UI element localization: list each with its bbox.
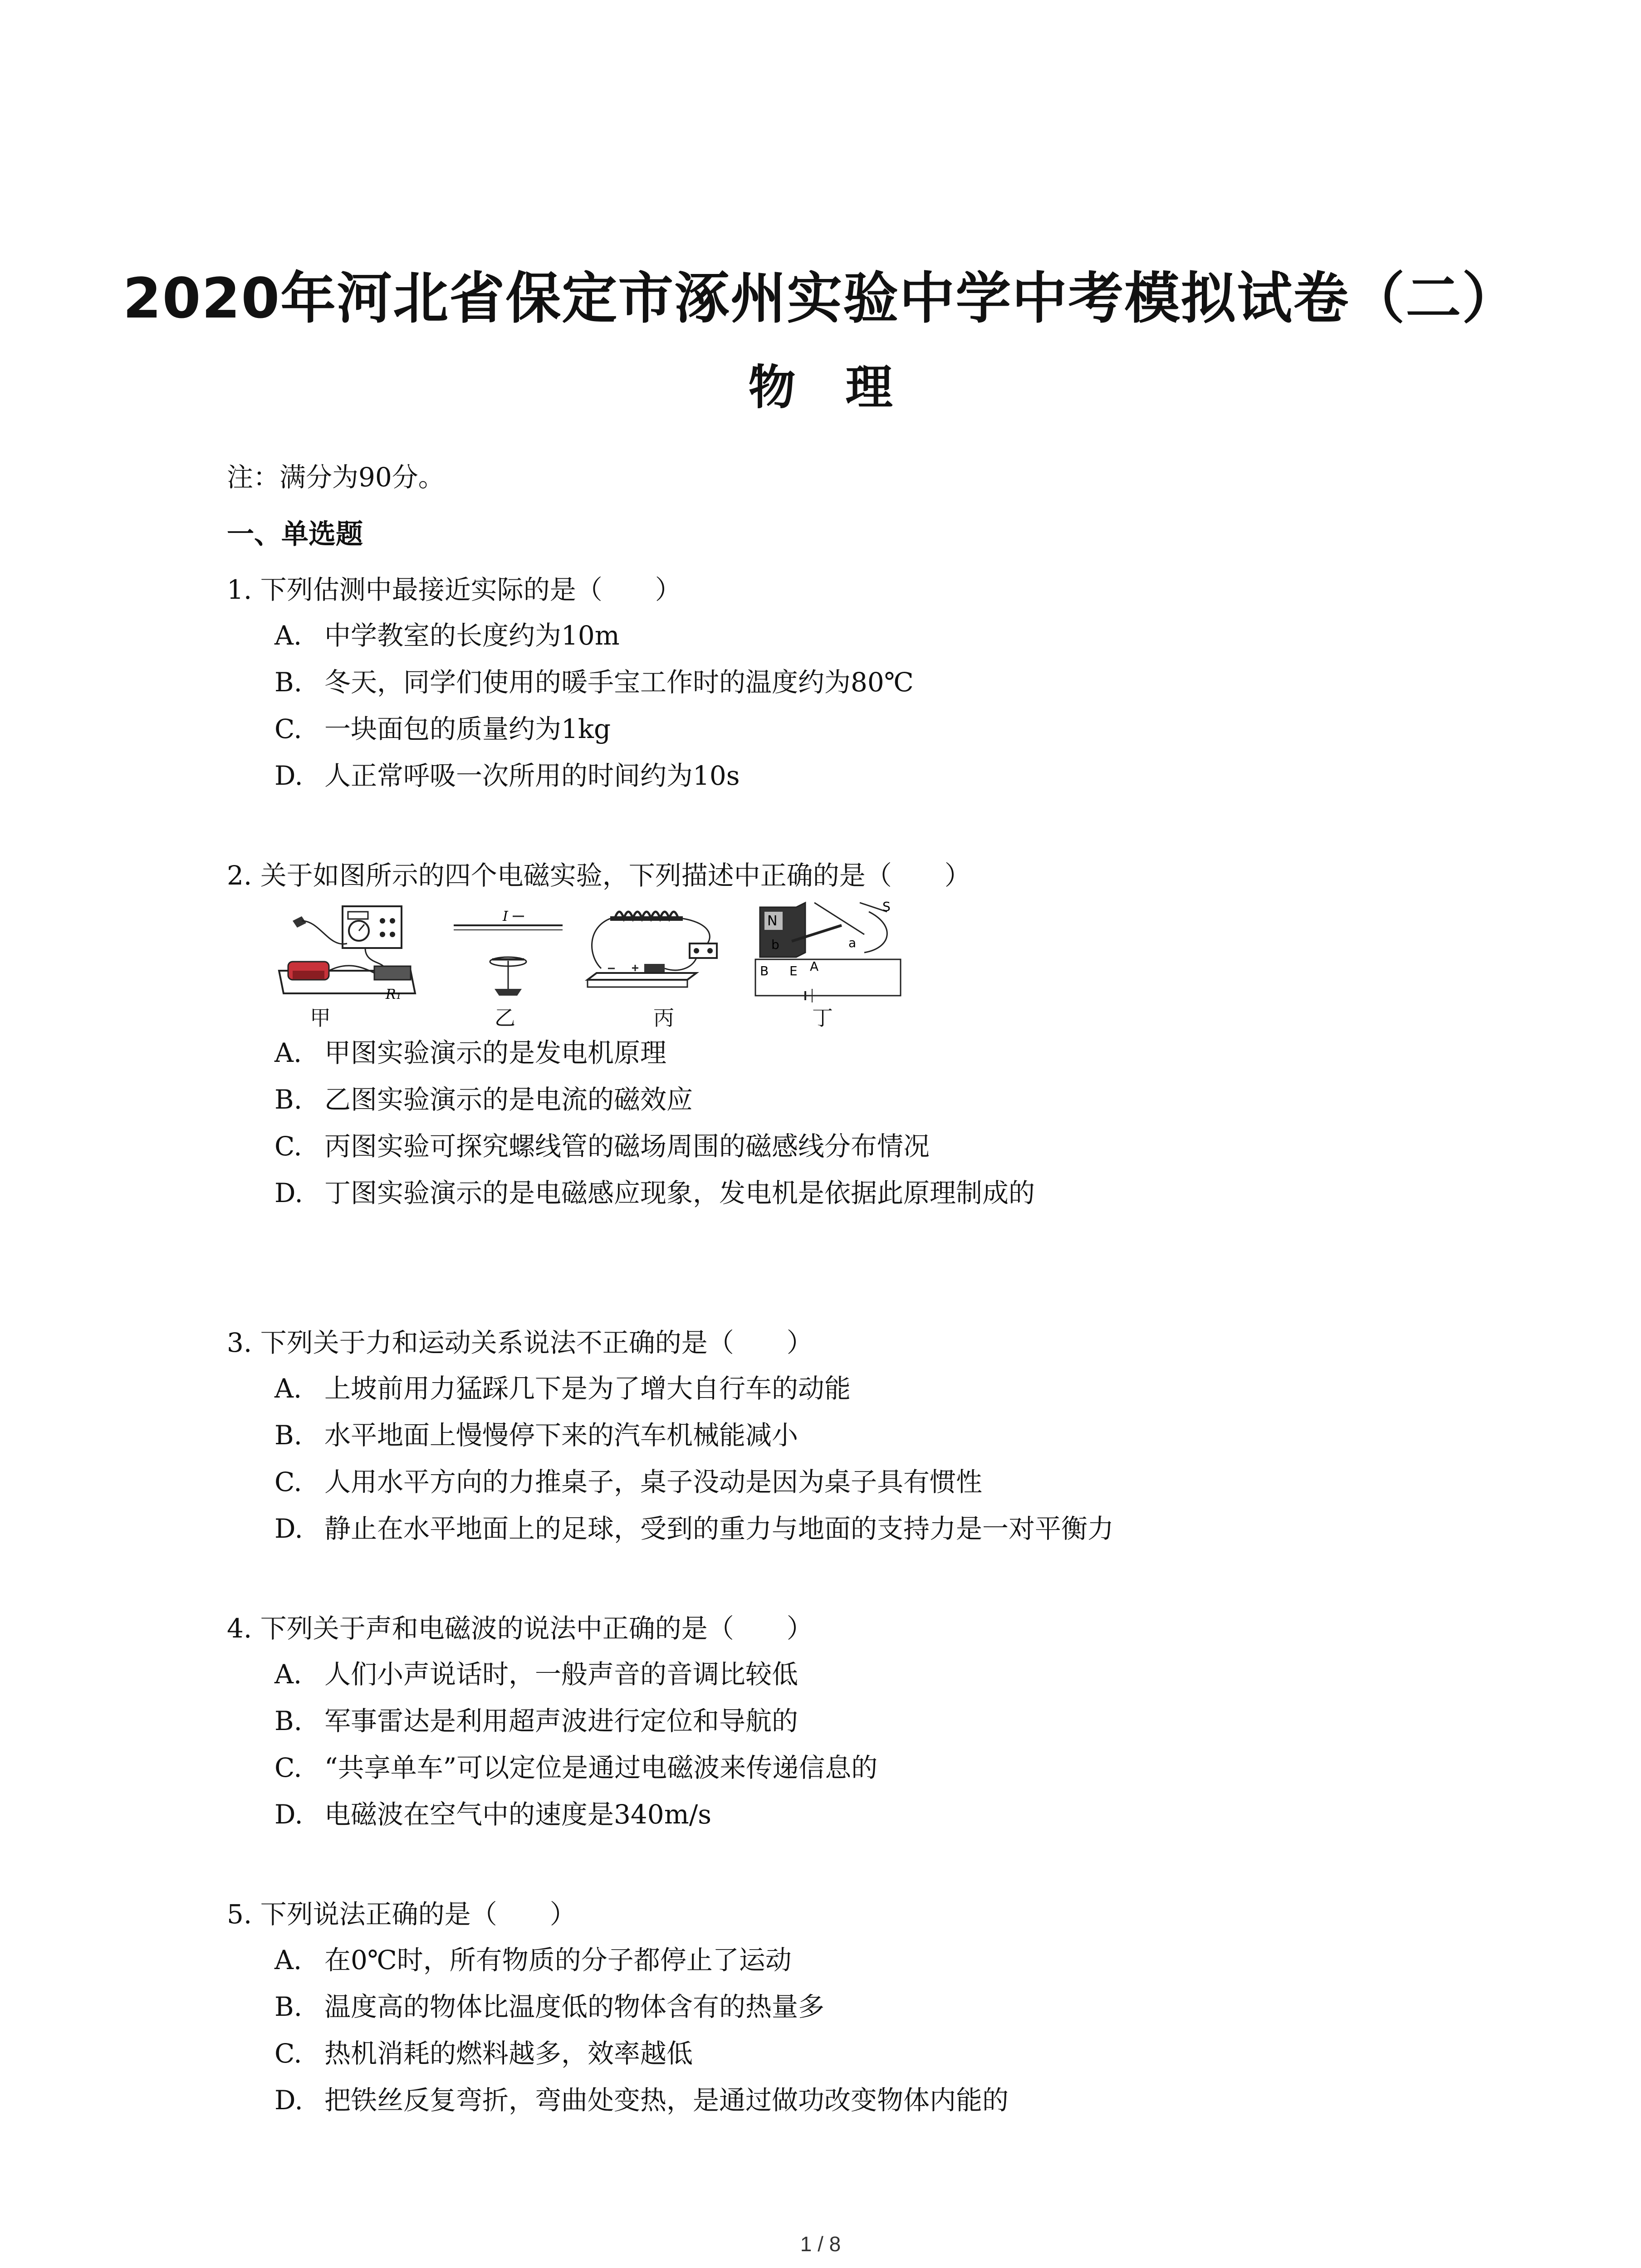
north-pole-label: N: [767, 913, 778, 929]
figure-yi: [449, 907, 567, 998]
figure-label-bing: 丙: [653, 1006, 674, 1030]
option-letter: B.: [274, 1991, 303, 2022]
point-A-label: A: [810, 959, 819, 974]
option-b[interactable]: [227, 1984, 1009, 2030]
question-stem: 2. 关于如图所示的四个电磁实验，下列描述中正确的是（ ）: [227, 860, 971, 891]
figure-label-jia: 甲: [310, 1006, 331, 1030]
option-text: 人正常呼吸一次所用的时间约为10s: [324, 760, 740, 791]
figure-label-yi: 乙: [495, 1006, 515, 1030]
point-b-label: b: [771, 937, 779, 952]
question-5: [227, 1892, 1009, 2124]
option-text: 丁图实验演示的是电磁感应现象，发电机是依据此原理制成的: [324, 1178, 1035, 1208]
switch-label: S: [882, 899, 891, 914]
option-letter: C.: [274, 1752, 302, 1783]
option-letter: A.: [274, 1373, 302, 1404]
option-letter: B.: [274, 1706, 303, 1736]
figure-jia: [274, 903, 424, 1002]
r1-label: R₁: [386, 987, 402, 1002]
option-letter: D.: [274, 1513, 303, 1544]
option-letter: B.: [274, 1084, 303, 1115]
option-letter: D.: [274, 2085, 303, 2116]
option-a[interactable]: [227, 1937, 1009, 1984]
option-b[interactable]: [227, 1412, 1114, 1459]
figure-ding: [751, 898, 905, 1002]
figure-bing: [583, 900, 724, 1002]
option-letter: C.: [274, 1466, 302, 1497]
subject-heading: 物理: [748, 360, 943, 415]
question-stem: 3. 下列关于力和运动关系说法不正确的是（ ）: [227, 1327, 813, 1358]
question-4: [227, 1606, 877, 1838]
option-c[interactable]: [227, 1745, 877, 1791]
option-letter: C.: [274, 1131, 302, 1162]
option-letter: D.: [274, 760, 303, 791]
question-stem: 4. 下列关于声和电磁波的说法中正确的是（ ）: [227, 1613, 813, 1644]
question-1: [227, 567, 914, 799]
option-d[interactable]: [227, 1170, 1035, 1217]
point-B-label: B: [760, 963, 769, 978]
option-a[interactable]: [227, 1030, 1035, 1076]
option-letter: A.: [274, 1945, 302, 1975]
option-text: 人们小声说话时，一般声音的音调比较低: [324, 1659, 798, 1690]
option-letter: C.: [274, 2038, 302, 2069]
option-a[interactable]: [227, 1365, 1114, 1412]
option-d[interactable]: [227, 1505, 1114, 1552]
option-a[interactable]: [227, 612, 914, 659]
option-letter: B.: [274, 667, 303, 698]
option-d[interactable]: [227, 1791, 877, 1838]
option-text: 丙图实验可探究螺线管的磁场周围的磁感线分布情况: [324, 1131, 930, 1162]
experiment-figures: [270, 898, 950, 1030]
option-text: 电磁波在空气中的速度是340m/s: [324, 1799, 712, 1830]
option-text: 温度高的物体比温度低的物体含有的热量多: [324, 1991, 825, 2022]
option-c[interactable]: [227, 1459, 1114, 1505]
option-letter: A.: [274, 1659, 302, 1690]
page-number: 1 / 8: [800, 2232, 841, 2256]
question-stem: 1. 下列估测中最接近实际的是（ ）: [227, 574, 681, 605]
option-text: 在0℃时，所有物质的分子都停止了运动: [324, 1945, 792, 1975]
point-E-label: E: [789, 963, 798, 978]
option-text: 人用水平方向的力推桌子，桌子没动是因为桌子具有惯性: [324, 1466, 983, 1497]
option-letter: C.: [274, 714, 302, 744]
option-text: 把铁丝反复弯折，弯曲处变热，是通过做功改变物体内能的: [324, 2085, 1009, 2116]
option-text: 热机消耗的燃料越多，效率越低: [324, 2038, 693, 2069]
option-c[interactable]: [227, 2030, 1009, 2077]
section-heading: 一、单选题: [227, 518, 363, 550]
option-text: 一块面包的质量约为1kg: [324, 714, 611, 744]
question-3: [227, 1320, 1114, 1552]
score-note: 注：满分为90分。: [227, 462, 445, 493]
option-text: 甲图实验演示的是发电机原理: [324, 1037, 667, 1068]
option-c[interactable]: [227, 706, 914, 753]
question-stem: 5. 下列说法正确的是（ ）: [227, 1899, 576, 1930]
option-d[interactable]: [227, 753, 914, 799]
exam-title: 2020年河北省保定市涿州实验中学中考模拟试卷（二）: [122, 266, 1519, 331]
option-text: 水平地面上慢慢停下来的汽车机械能减小: [324, 1420, 798, 1451]
option-a[interactable]: [227, 1651, 877, 1698]
option-text: 上坡前用力猛踩几下是为了增大自行车的动能: [324, 1373, 851, 1404]
option-letter: D.: [274, 1799, 303, 1830]
option-b[interactable]: [227, 659, 914, 706]
option-text: “共享单车”可以定位是通过电磁波来传递信息的: [324, 1752, 878, 1783]
question-2: [227, 853, 1035, 1217]
option-text: 中学教室的长度约为10m: [324, 620, 620, 651]
option-text: 冬天，同学们使用的暖手宝工作时的温度约为80℃: [324, 667, 914, 698]
option-letter: A.: [274, 620, 302, 651]
option-text: 静止在水平地面上的足球，受到的重力与地面的支持力是一对平衡力: [324, 1513, 1114, 1544]
option-d[interactable]: [227, 2077, 1009, 2124]
point-a-label: a: [848, 935, 857, 950]
option-letter: B.: [274, 1420, 303, 1451]
option-text: 军事雷达是利用超声波进行定位和导航的: [324, 1706, 798, 1736]
current-label: I: [503, 909, 508, 924]
option-letter: A.: [274, 1037, 302, 1068]
option-text: 乙图实验演示的是电流的磁效应: [324, 1084, 693, 1115]
option-b[interactable]: [227, 1076, 1035, 1123]
option-letter: D.: [274, 1178, 303, 1208]
option-c[interactable]: [227, 1123, 1035, 1170]
figure-label-ding: 丁: [812, 1006, 833, 1030]
option-b[interactable]: [227, 1698, 877, 1745]
